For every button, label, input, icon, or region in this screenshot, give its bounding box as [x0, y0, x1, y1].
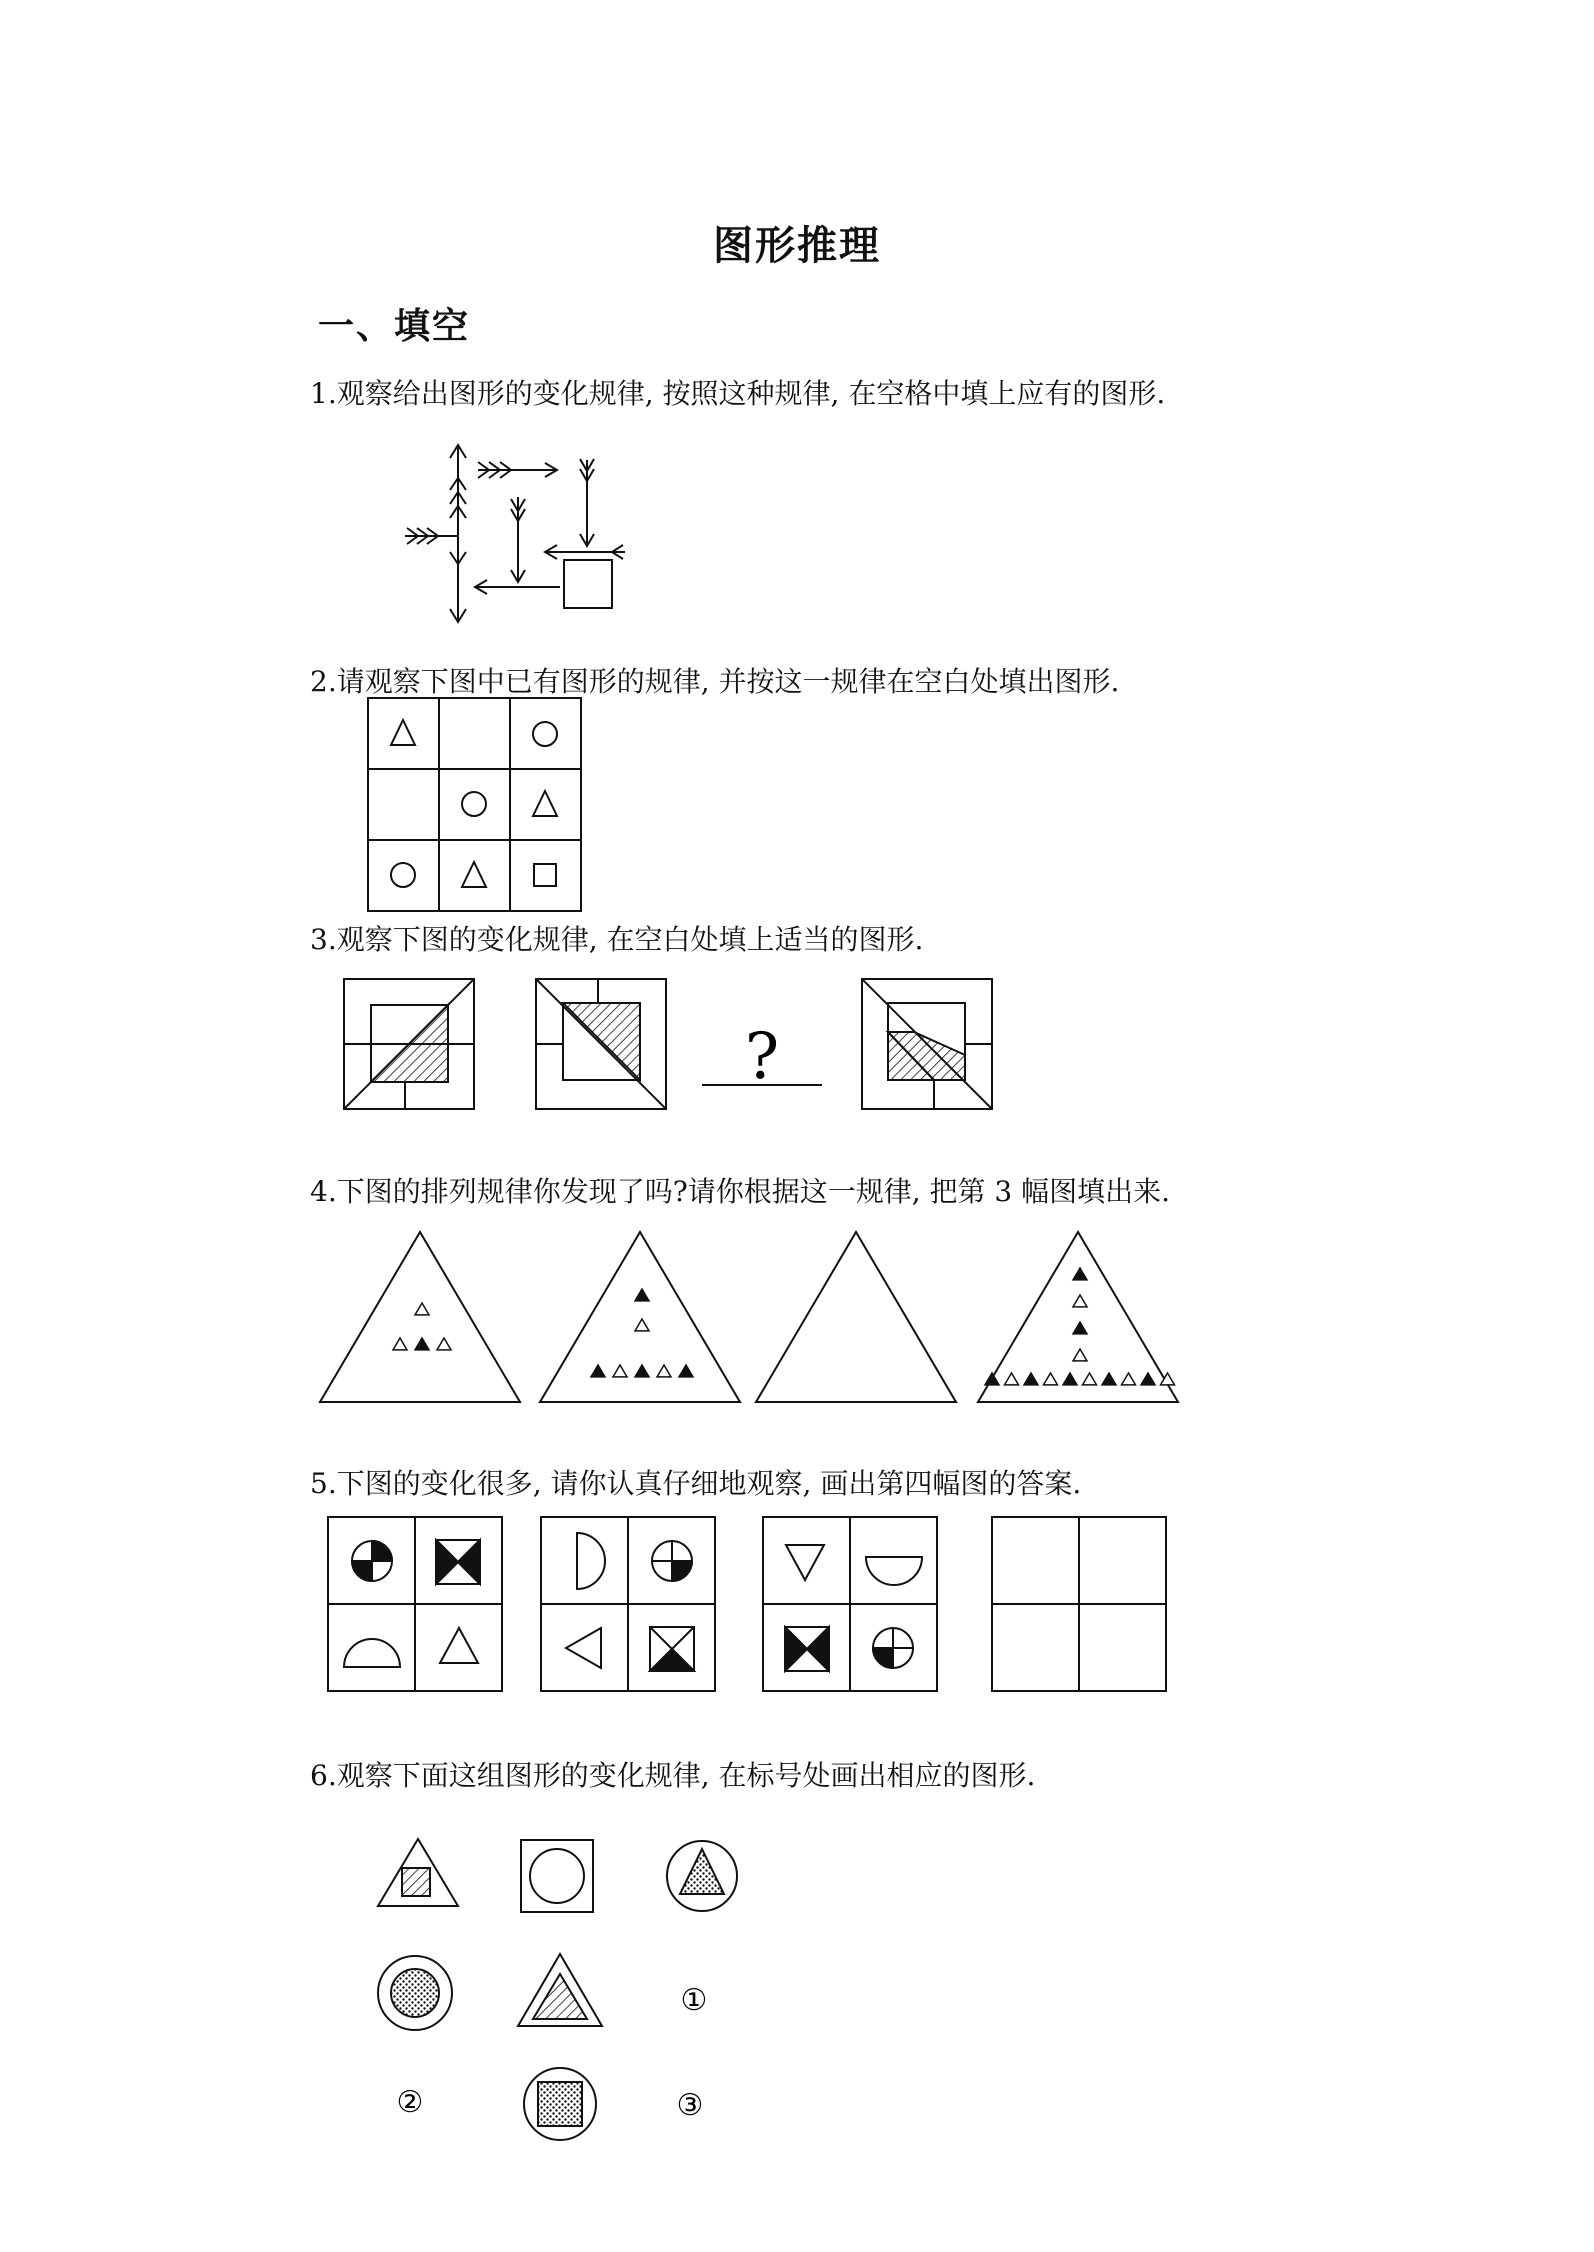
q4-small-triangle	[985, 1373, 999, 1385]
q6-fig-r1c2	[521, 1840, 593, 1912]
q4-small-triangle	[1102, 1373, 1116, 1385]
q4-small-triangle	[1073, 1268, 1087, 1280]
page-title: 图形推理	[713, 222, 881, 269]
q1-arrow-figure	[405, 445, 625, 622]
q4-small-triangle	[635, 1289, 649, 1301]
q2-square-r3c3	[534, 864, 556, 886]
q4-small-triangle	[415, 1303, 429, 1315]
q2-circle-r2c2	[462, 792, 486, 816]
question-4: 4.下图的排列规律你发现了吗?请你根据这一规律, 把第 3 幅图填出来.	[310, 1175, 1171, 1208]
q4-small-triangle	[393, 1338, 407, 1350]
q4-small-triangle	[591, 1365, 605, 1377]
q2-circle-r1c3	[533, 722, 557, 746]
q4-small-triangle	[657, 1365, 671, 1377]
q6-fig-r1c1	[378, 1839, 458, 1906]
q5-box-3	[763, 1517, 937, 1691]
q4-small-triangle	[1122, 1373, 1136, 1385]
q3-blank-answer	[702, 1020, 822, 1094]
q6-label-1: ①	[680, 1983, 708, 2018]
q4-small-triangle	[613, 1365, 627, 1377]
q6-label-3: ③	[676, 2088, 704, 2123]
q6-fig-r2c2	[518, 1954, 602, 2026]
q3-frame-1	[344, 979, 474, 1109]
q3-frame-2	[536, 979, 666, 1109]
q4-small-triangle	[1005, 1373, 1019, 1385]
q6-fig-r1c3	[667, 1841, 737, 1911]
question-5: 5.下图的变化很多, 请你认真仔细地观察, 画出第四幅图的答案.	[310, 1467, 1082, 1500]
question-6: 6.观察下面这组图形的变化规律, 在标号处画出相应的图形.	[310, 1759, 1036, 1792]
q6-label-2: ②	[396, 2085, 424, 2120]
q4-small-triangle	[635, 1319, 649, 1331]
q3-frame-4	[862, 979, 992, 1109]
q4-small-triangle	[1024, 1373, 1038, 1385]
q5-box-2	[541, 1517, 715, 1691]
q2-grid	[368, 698, 581, 911]
q4-small-triangle	[1073, 1349, 1087, 1361]
q4-triangle-3	[756, 1232, 956, 1402]
section-heading: 一、填空	[318, 305, 471, 347]
q4-small-triangle	[1063, 1373, 1077, 1385]
q4-small-triangle	[415, 1338, 429, 1350]
question-2: 2.请观察下图中已有图形的规律, 并按这一规律在空白处填出图形.	[310, 665, 1120, 698]
q4-small-triangle	[1141, 1373, 1155, 1385]
q5-box-1	[328, 1517, 502, 1691]
q4-triangle-1	[320, 1232, 520, 1402]
q2-triangle-r3c2	[462, 862, 486, 887]
q1-blank-square	[564, 560, 612, 608]
question-3: 3.观察下图的变化规律, 在空白处填上适当的图形.	[310, 923, 924, 956]
q4-small-triangle	[635, 1365, 649, 1377]
q4-small-triangle	[1044, 1373, 1058, 1385]
q2-circle-r3c1	[391, 863, 415, 887]
q2-triangle-r2c3	[533, 791, 557, 816]
q4-small-triangle	[1083, 1373, 1097, 1385]
q2-triangle-r1c1	[391, 720, 415, 745]
q4-small-triangle	[437, 1338, 451, 1350]
q5-answer-box	[992, 1517, 1166, 1691]
question-1: 1.观察给出图形的变化规律, 按照这种规律, 在空格中填上应有的图形.	[310, 377, 1166, 410]
q4-small-marks	[393, 1268, 1175, 1385]
q4-small-triangle	[679, 1365, 693, 1377]
q3-question-mark: ?	[744, 1020, 780, 1094]
q6-fig-r2c1	[378, 1956, 452, 2030]
q4-small-triangle	[1073, 1295, 1087, 1307]
q4-small-triangle	[1073, 1322, 1087, 1334]
q6-fig-r3c2	[524, 2068, 596, 2140]
